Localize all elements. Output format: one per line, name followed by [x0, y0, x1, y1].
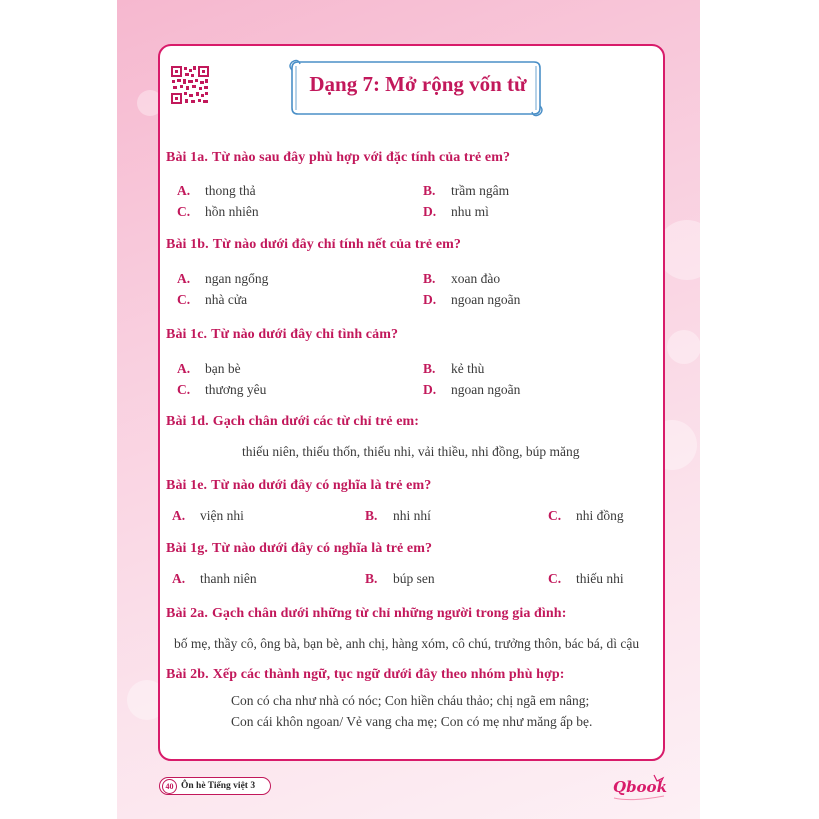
word-list-1d: thiếu niên, thiếu thốn, thiếu nhi, vải thiều, nhi đồng, búp măng: [242, 444, 580, 459]
question-text: Xếp các thành ngữ, tục ngữ dưới đây theo nhóm phù hợp:: [212, 667, 565, 682]
question-1a: [166, 150, 510, 166]
page-number: 40: [162, 779, 177, 794]
question-number: Bài 2b.: [166, 667, 209, 682]
option-1c-d[interactable]: D. ngoan ngoãn: [423, 382, 521, 397]
option-1e-c[interactable]: C. nhi đồng: [548, 508, 624, 523]
question-number: Bài 1d.: [166, 414, 209, 429]
question-1e: [166, 478, 431, 494]
question-2b: [166, 667, 565, 683]
option-1c-a[interactable]: A. bạn bè: [177, 361, 241, 376]
option-1b-d[interactable]: D. ngoan ngoãn: [423, 292, 521, 307]
option-1a-c[interactable]: C. hồn nhiên: [177, 204, 259, 219]
option-1g-b[interactable]: B. búp sen: [365, 571, 435, 586]
question-number: Bài 1c.: [166, 327, 208, 342]
option-1a-a[interactable]: A. thong thả: [177, 183, 256, 198]
question-number: Bài 1b.: [166, 237, 209, 252]
book-title: Ôn hè Tiếng việt 3: [181, 781, 256, 791]
question-number: Bài 2a.: [166, 606, 208, 621]
option-1b-a[interactable]: A. ngan ngổng: [177, 271, 269, 286]
option-1c-b[interactable]: B. kẻ thù: [423, 361, 485, 376]
option-1e-b[interactable]: B. nhi nhí: [365, 508, 431, 523]
question-number: Bài 1a.: [166, 150, 208, 165]
question-text: Từ nào sau đây phù hợp với đặc tính của trẻ em?: [211, 150, 511, 165]
question-text: Từ nào dưới đây có nghĩa là trẻ em?: [211, 478, 432, 493]
option-1g-a[interactable]: A. thanh niên: [172, 571, 257, 586]
question-text: Từ nào dưới đây chỉ tình cảm?: [211, 327, 399, 342]
option-1b-c[interactable]: C. nhà cửa: [177, 292, 248, 307]
question-text: Từ nào dưới đây chỉ tính nết của trẻ em?: [212, 237, 462, 252]
question-number: Bài 1g.: [166, 541, 208, 556]
question-text: Từ nào dưới đây có nghĩa là trẻ em?: [211, 541, 433, 556]
proverb-line-2: Con cái khôn ngoan/ Vẻ vang cha mẹ; Con có mẹ như măng ấp bẹ.: [231, 714, 593, 729]
option-1e-a[interactable]: A. viện nhi: [172, 508, 244, 523]
question-2a: [166, 606, 566, 622]
question-1g: [166, 541, 432, 557]
footer-book-badge: [159, 777, 271, 795]
option-1a-b[interactable]: B. trầm ngâm: [423, 183, 510, 198]
question-1c: [166, 327, 398, 343]
question-text: Gạch chân dưới những từ chỉ những người trong gia đình:: [211, 606, 567, 621]
proverb-line-1: Con có cha như nhà có nóc; Con hiền cháu thảo; chị ngã em nâng;: [231, 693, 590, 708]
page-title: Dạng 7: Mở rộng vốn từ: [309, 72, 527, 96]
option-1g-c[interactable]: C. thiếu nhi: [548, 571, 624, 586]
question-1b: [166, 237, 461, 253]
qbook-logo-text: Qbook: [613, 778, 667, 796]
word-list-2a: bố mẹ, thầy cô, ông bà, bạn bè, anh chị, hàng xóm, cô chú, trưởng thôn, bác bá, dì cậu: [174, 636, 640, 651]
question-number: Bài 1e.: [166, 478, 208, 493]
option-1c-c[interactable]: C. thương yêu: [177, 382, 267, 397]
question-1d: [166, 414, 419, 430]
option-1b-b[interactable]: B. xoan đào: [423, 271, 501, 286]
option-1a-d[interactable]: D. nhu mì: [423, 204, 489, 219]
question-text: Gạch chân dưới các từ chỉ trẻ em:: [212, 414, 420, 429]
qr-code-icon: [170, 65, 210, 105]
